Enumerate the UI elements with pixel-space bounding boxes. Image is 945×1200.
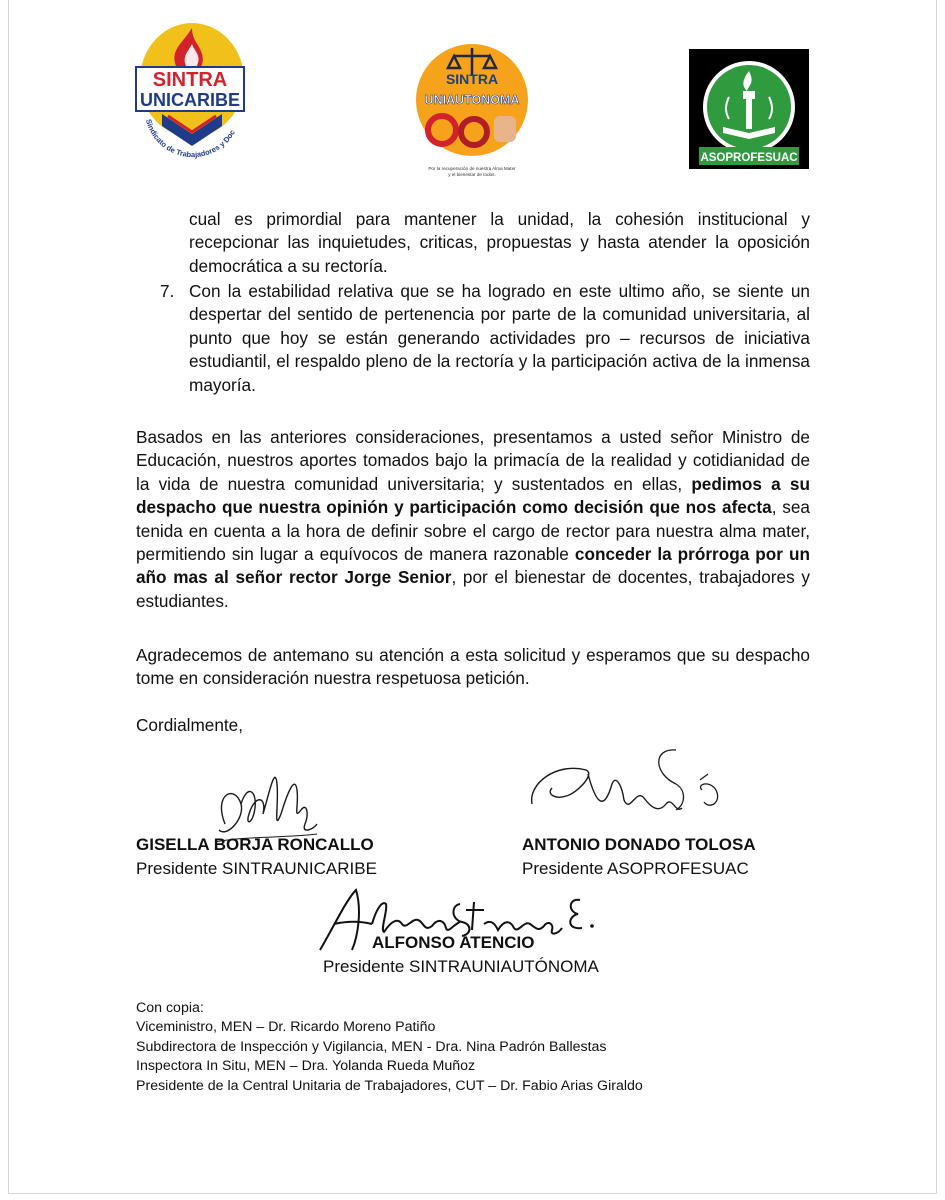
list-item-text: Con la estabilidad relativa que se ha logrado en este ultimo año, se siente un despertar del sentido de pertenencia por parte de la comunidad universitaria, al punto que hoy se están generando actividades pro – recursos de iniciativa estudiantil, el respaldo pleno de la rectoría y la participación activa de la inmensa mayoría. [189,281,810,395]
logo-line1: SINTRA [152,69,228,91]
signatory-2-role: Presidente ASOPROFESUAC [522,859,749,878]
sintra-unicaribe-logo [132,22,248,178]
signatory-1-name: GISELLA BORJA RONCALLO [136,835,374,854]
logo-line1: SINTRA [445,71,499,87]
copies-list [136,999,643,1096]
signatory-1-role: Presidente SINTRAUNICARIBE [136,859,377,878]
copy-recipient: Subdirectora de Inspección y Vigilancia, MEN - Dra. Nina Padrón Ballestas [136,1038,607,1055]
logo-tagline-2: y el bienestar de todos. [448,172,496,177]
closing-text: Cordialmente, [136,715,243,735]
fist-icon [494,116,516,142]
request-paragraph [136,426,810,613]
signatory-3-name: ALFONSO ATENCIO [372,933,535,952]
copy-recipient: Presidente de la Central Unitaria de Trabajadores, CUT – Dr. Fabio Arias Giraldo [136,1077,643,1094]
thanks-text: Agradecemos de antemano su atención a esta solicitud y esperamos que su despacho tome en consideración nuestra respetuosa petición. [136,645,810,689]
paragraph-text-3: , por el bienestar de docentes, trabajadores y estudiantes. [136,567,810,611]
asoprofesuac-logo [689,49,809,169]
logo-tagline-1: Por la recuperación de nuestra Alma Mater [428,166,516,171]
copies-heading: Con copia: [136,1000,204,1016]
sintra-uniautonoma-logo [412,40,536,180]
thanks-paragraph [136,644,810,691]
list-number: 7. [160,281,175,301]
list-item-7 [136,280,810,397]
logo-line2: UNICARIBE [139,90,241,110]
torch-icon [746,99,752,129]
logo-line2: UNIAUTONOMA [424,93,520,107]
paragraph-bold-2: conceder la prórroga por un año mas al señor rector Jorge Senior [136,544,810,588]
logo-arc-text: Sindicato de Trabajadores y Doc [144,118,237,160]
paragraph-text-1: Basados en las anteriores consideraciones, presentamos a usted señor Ministro de Educación, nuestros aportes tomados bajo la primacía de la realidad y cotidianidad de la vida de nuestra comunidad universitaria; y sustentados en ellas, [136,427,810,494]
paragraph-text-2: , sea tenida en cuenta a la hora de definir sobre el cargo de rector para nuestra alma mater, permitiendo sin lugar a equívocos de manera razonable [136,497,810,565]
copy-recipient: Viceministro, MEN – Dr. Ricardo Moreno Patiño [136,1019,436,1036]
closing [136,714,810,737]
paragraph-bold-1: pedimos a su despacho que nuestra opinión y participación como decisión que nos afecta [136,473,810,518]
copy-recipient: Inspectora In Situ, MEN – Dra. Yolanda Rueda Muñoz [136,1058,476,1075]
signature-antonio [526,744,736,834]
continuation-text: cual es primordial para mantener la unidad, la cohesión institucional y recepcionar las inquietudes, criticas, propuestas y hasta atender la oposición democrática a su rectoría. [189,209,810,276]
signatory-2-name: ANTONIO DONADO TOLOSA [522,835,756,854]
continuation-paragraph [189,208,810,278]
signatory-3-role: Presidente SINTRAUNIAUTÓNOMA [323,957,599,976]
logo-label: ASOPROFESUAC [700,152,798,164]
